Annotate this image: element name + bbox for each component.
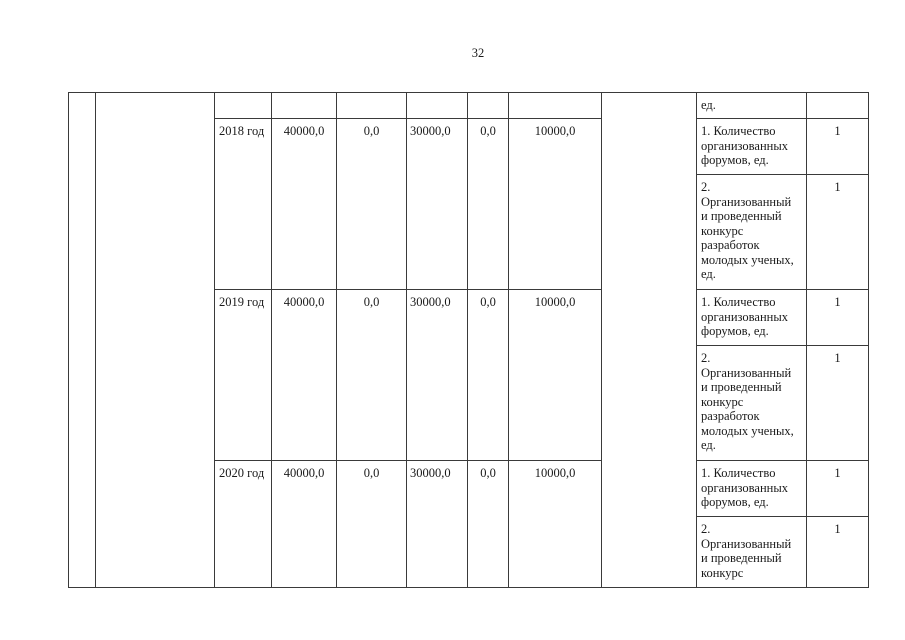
indicator-name-cell: 2. Организованный и проведенный конкурс xyxy=(696,516,806,587)
amount-col-2-cell: 0,0 xyxy=(336,118,406,289)
executor-column-cell xyxy=(601,92,696,587)
amount-col-2-cell: 0,0 xyxy=(336,289,406,460)
amount-col-4-cell: 0,0 xyxy=(467,460,508,587)
indicator-name-cell: 2. Организованный и проведенный конкурс разработок молодых ученых, ед. xyxy=(696,345,806,460)
amount-col-2-cell-continued xyxy=(336,92,406,118)
page-number: 32 xyxy=(471,46,485,60)
amount-col-3-cell: 30000,0 xyxy=(406,118,467,289)
indicator-name-cell: 1. Количество организованных форумов, ед. xyxy=(696,118,806,174)
amount-total-cell: 40000,0 xyxy=(271,118,336,289)
year-cell: 2019 год xyxy=(214,289,271,460)
amount-total-cell: 40000,0 xyxy=(271,289,336,460)
amount-col-4-cell: 0,0 xyxy=(467,289,508,460)
amount-total-cell: 40000,0 xyxy=(271,460,336,587)
amount-col-4-cell-continued xyxy=(467,92,508,118)
amount-col-3-cell-continued xyxy=(406,92,467,118)
indicator-value-cell: 1 xyxy=(806,516,868,587)
amount-col-2-cell: 0,0 xyxy=(336,460,406,587)
indicator-value-cell: 1 xyxy=(806,118,868,174)
indicator-value-cell: 1 xyxy=(806,345,868,460)
amount-total-cell-continued xyxy=(271,92,336,118)
index-column-cell xyxy=(68,92,95,587)
indicator-name-cell: 1. Количество организованных форумов, ед. xyxy=(696,460,806,516)
indicator-name-cell: 1. Количество организованных форумов, ед. xyxy=(696,289,806,345)
year-cell-continued xyxy=(214,92,271,118)
year-cell: 2018 год xyxy=(214,118,271,289)
amount-col-5-cell-continued xyxy=(508,92,601,118)
year-cell: 2020 год xyxy=(214,460,271,587)
indicator-value-cell-continued xyxy=(806,92,868,118)
indicator-value-cell: 1 xyxy=(806,460,868,516)
program-table xyxy=(68,92,869,588)
amount-col-5-cell: 10000,0 xyxy=(508,118,601,289)
indicator-name-cell: 2. Организованный и проведенный конкурс разработок молодых ученых, ед. xyxy=(696,174,806,289)
indicator-value-cell: 1 xyxy=(806,289,868,345)
amount-col-4-cell: 0,0 xyxy=(467,118,508,289)
indicator-name-cell-continued: ед. xyxy=(696,92,806,118)
amount-col-5-cell: 10000,0 xyxy=(508,289,601,460)
amount-col-3-cell: 30000,0 xyxy=(406,289,467,460)
indicator-value-cell: 1 xyxy=(806,174,868,289)
activity-name-column-cell xyxy=(95,92,214,587)
amount-col-5-cell: 10000,0 xyxy=(508,460,601,587)
amount-col-3-cell: 30000,0 xyxy=(406,460,467,587)
